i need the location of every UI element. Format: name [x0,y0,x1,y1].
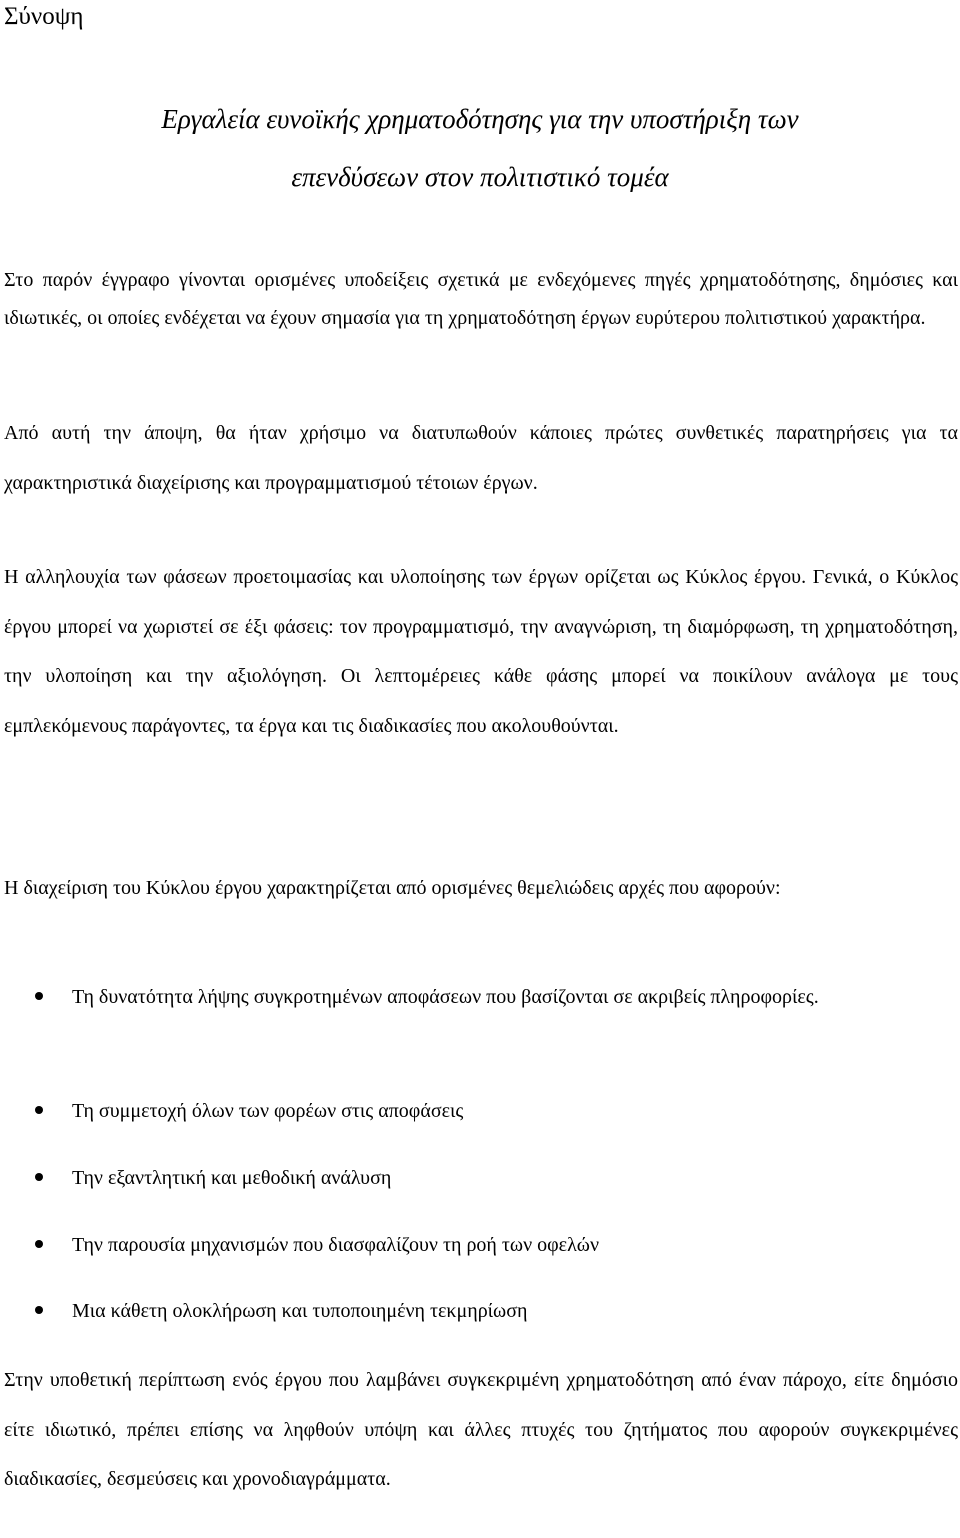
document-title-line-2: επενδύσεων στον πολιτιστικό τομέα [291,162,669,192]
document-title-line-1: Εργαλεία ευνοϊκής χρηματοδότησης για την υποστήριξη των [161,104,799,134]
paragraph-funding-aspects: Στην υποθετική περίπτωση ενός έργου που λαμβάνει συγκεκριμένη χρηματοδότηση από έναν πάροχο, είτε δημόσιο είτε ιδιωτικό, πρέπει επίσης να ληφθούν υπόψη και άλλες πτυχές του ζητήματος που αφορούν συγκεκριμένες διαδικασίες, δεσμεύσεις και χρονοδιαγράμματα. [4,1369,958,1490]
paragraph-project-cycle: Η αλληλουχία των φάσεων προετοιμασίας και υλοποίησης των έργων ορίζεται ως Κύκλος έργου. Γενικά, ο Κύκλος έργου μπορεί να χωριστεί σε έξι φάσεις: τον προγραμματισμό, την αναγνώριση, τη διαμόρφωση, τη χρηματοδότηση, την υλοποίηση και την αξιολόγηση. Οι λεπτομέρειες κάθε φάσης μπορεί να ποικίλουν ανάλογα με τους εμπλεκόμενους παράγοντες, τα έργα και τις διαδικασίες που ακολουθούνται. [4,566,958,737]
bullet-dot-icon [35,1240,43,1248]
bullet-text: Μια κάθετη ολοκλήρωση και τυποποιημένη τεκμηρίωση [72,1300,528,1322]
section-heading: Σύνοψη [4,3,84,30]
paragraph-intro: Στο παρόν έγγραφο γίνονται ορισμένες υποδείξεις σχετικά με ενδεχόμενες πηγές χρηματοδότησης, δημόσιες και ιδιωτικές, οι οποίες ενδέχεται να έχουν σημασία για τη χρηματοδότηση έργων ευρύτερου πολιτιστικού χαρακτήρα. [4,269,958,329]
bullet-text: Την εξαντλητική και μεθοδική ανάλυση [72,1167,392,1189]
bullet-dot-icon [35,1306,43,1314]
bullet-list-item [72,1220,960,1270]
bullet-dot-icon [35,1173,43,1181]
bullet-list-item [72,1086,960,1136]
bullet-text: Την παρουσία μηχανισμών που διασφαλίζουν τη ροή των οφελών [72,1234,599,1256]
bullet-list-item [72,972,960,1022]
bullet-list-item [72,1153,960,1203]
paragraph-principles: Η διαχείριση του Κύκλου έργου χαρακτηρίζεται από ορισμένες θεμελιώδεις αρχές που αφορούν: [4,877,781,899]
paragraph-observations: Από αυτή την άποψη, θα ήταν χρήσιμο να διατυπωθούν κάποιες πρώτες συνθετικές παρατηρήσεις για τα χαρακτηριστικά διαχείρισης και προγραμματισμού τέτοιων έργων. [4,422,958,494]
bullet-text: Τη συμμετοχή όλων των φορέων στις αποφάσεις [72,1100,464,1122]
bullet-list-item [72,1286,960,1336]
bullet-dot-icon [35,992,43,1000]
bullet-dot-icon [35,1106,43,1114]
bullet-text: Τη δυνατότητα λήψης συγκροτημένων αποφάσεων που βασίζονται σε ακριβείς πληροφορίες. [72,986,819,1008]
